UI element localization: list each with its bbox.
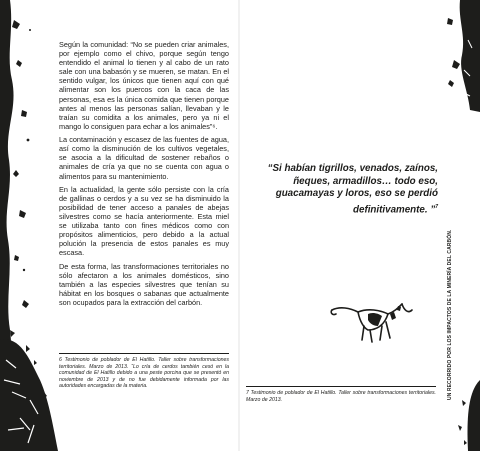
running-title-vertical: UN RECORRIDO POR LOS IMPACTOS DE LA MINERÍA DEL CARBÓN.	[447, 229, 453, 400]
paragraph: La contaminación y escasez de las fuentes de agua, así como la disminución de los cultivos vegetales, se asocia a la dificultad de sostener rebaños o animales de cría ya que no se cuenta con agua o alimentos para su mantenimiento.	[59, 135, 229, 181]
left-text-column	[59, 40, 229, 311]
grunge-texture-right	[440, 0, 480, 451]
paragraph: Según la comunidad: “No se pueden criar animales, por ejemplo como el chivo, porque según tengo entendido el animal lo tienen y al cabo de un rato sale con una babasón y se mueren, se matan. En el sentido vulgar, los únicos que tienen aquí con qué alimentar son los puercos con la caca de las personas, esa es la única comida que tienen porque antes al menos las personas salían, llevaban y le traían su comidita a los animales, pero ya ni el mango lo consiguen para echar a los animales”⁶.	[59, 40, 229, 131]
paragraph: De esta forma, las transformaciones territoriales no sólo afectaron a los animales domésticos, sino también a las especies silvestres que tenían su hábitat en los bosques o sabanas que actualmente son ocupados para la extracción del carbón.	[59, 261, 229, 308]
page-gutter	[238, 0, 240, 451]
footnote-divider	[59, 353, 229, 354]
pull-quote-text: “Si habían tigrillos, venados, zaínos, ñeques, armadillos… todo eso, guacamayas y loros, eso se perdió definitivamente. ”	[267, 163, 438, 216]
footnote-divider-right	[246, 386, 436, 387]
pull-quote-ref: 7	[435, 203, 438, 210]
paragraph: En la actualidad, la gente sólo persiste con la cría de gallinas o cerdos y a su vez se ha disminuido la posibilidad de tener acceso a panales de abejas silvestres como se hacía anteriormente. Esta miel se utilizaba tanto con fines médicos como con propósitos alimenticios, pero debido a la actual polución la presencia de estos panales es muy escasa.	[59, 184, 229, 258]
grunge-texture-left	[0, 0, 58, 451]
pull-quote	[252, 163, 438, 217]
footnote-6: 6 Testimonio de poblador de El Hatillo. Taller sobre transformaciones territoriales. Marzo de 2013. “Lo cría de cerdos también cesó en la comunidad de El Hatillo debido a una peste porcina que se presentó en noviembre de 2013 y de no fue debidamente informada por las autoridades encargadas de la materia.	[59, 357, 229, 390]
anteater-illustration	[328, 296, 414, 344]
footnote-7: 7 Testimonio de poblador de El Hatillo. Taller sobre transformaciones territoriales. Marzo de 2013.	[246, 390, 436, 403]
